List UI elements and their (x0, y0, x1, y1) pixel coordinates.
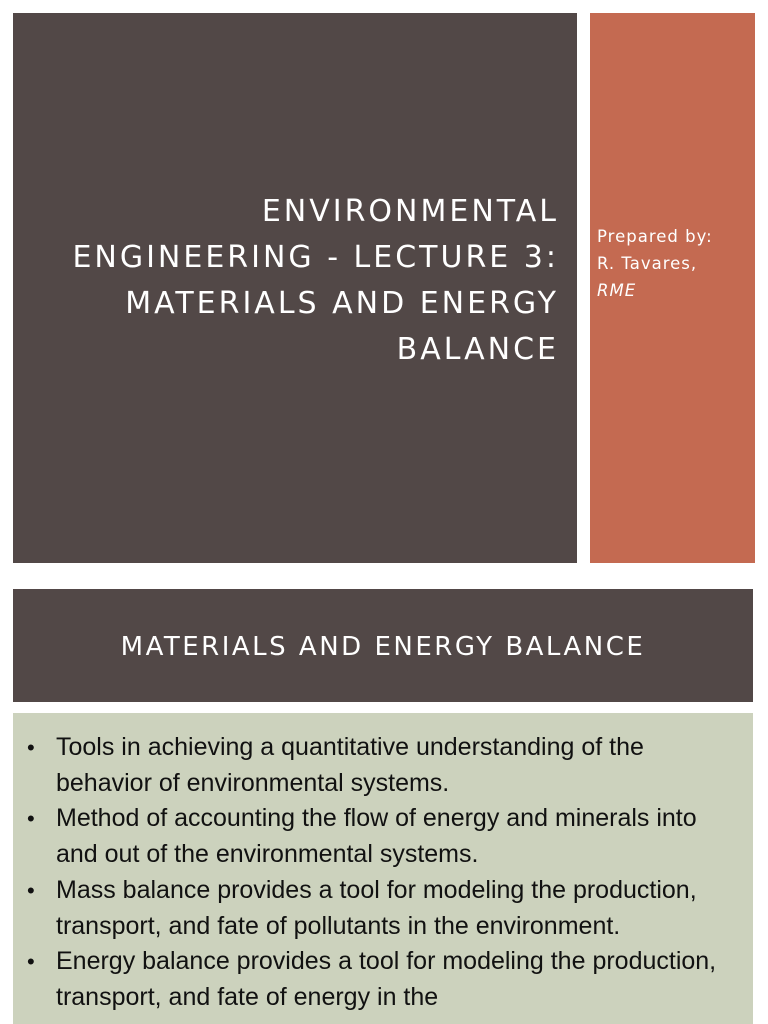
bullet-item (13, 944, 733, 1015)
section-heading-panel (13, 589, 753, 702)
bullet-item (13, 873, 733, 944)
slide-title (39, 189, 559, 373)
prepared-by-label: Prepared by: (597, 227, 713, 246)
title-panel (13, 13, 577, 563)
bullet-item (13, 801, 733, 872)
author-name: R. Tavares, (597, 254, 698, 273)
title-line: ENGINEERING - LECTURE 3: (72, 240, 559, 275)
author-credential: RME (597, 281, 637, 300)
bullet-dot-icon: • (27, 877, 35, 903)
title-line: BALANCE (396, 332, 559, 367)
author-panel (590, 13, 755, 563)
author-info (597, 223, 713, 304)
title-line: ENVIRONMENTAL (261, 194, 559, 229)
content-panel (13, 713, 753, 1024)
bullet-item (13, 730, 733, 801)
bullet-list (13, 730, 733, 1016)
section-heading: MATERIALS AND ENERGY BALANCE (120, 632, 646, 662)
bullet-text: Mass balance provides a tool for modeling the production, transport, and fate of pollutants in the environment. (56, 875, 697, 940)
title-line: MATERIALS AND ENERGY (125, 286, 559, 321)
bullet-text: Tools in achieving a quantitative understanding of the behavior of environmental systems. (56, 733, 644, 797)
bullet-text: Method of accounting the flow of energy and minerals into and out of the environmental systems. (56, 804, 697, 869)
bullet-dot-icon: • (27, 949, 35, 975)
bullet-text: Energy balance provides a tool for modeling the production, transport, and fate of energy in the (56, 947, 717, 1011)
bullet-dot-icon: • (27, 735, 35, 760)
bullet-dot-icon: • (27, 806, 35, 832)
